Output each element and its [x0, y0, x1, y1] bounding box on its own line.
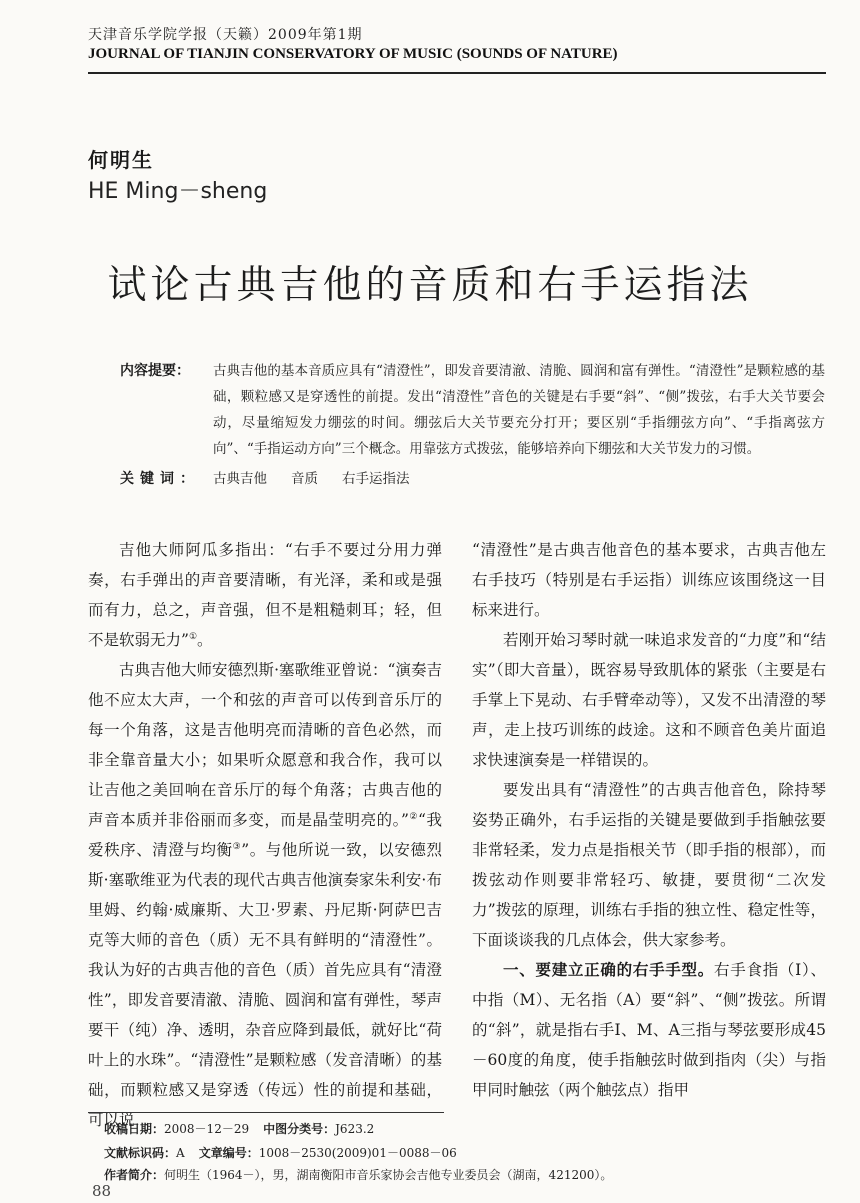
keyword-item: 右手运指法: [342, 471, 410, 487]
paragraph: [88, 535, 442, 655]
journal-header: [88, 24, 828, 63]
paragraph: 要发出具有“清澄性”的古典吉他音色，除持琴姿势正确外，右手运指的关键是要做到手指触弦要非常轻柔，发力点是指根关节（即手指的根部），而拨弦动作则要非常轻巧、敏捷，要贯彻“二次发力”拨弦的原理，训练右手指的独立性、稳定性等，下面谈谈我的几点体会，供大家参考。: [472, 781, 826, 949]
author-name-cn: 何明生: [88, 148, 154, 172]
paragraph-text: “我爱秩序、清澄与均衡: [88, 811, 442, 859]
journal-name-en: JOURNAL OF TIANJIN CONSERVATORY OF MUSIC (SOUNDS OF NATURE): [88, 46, 618, 62]
keyword-item: 古典吉他: [213, 471, 267, 487]
footnote-author-bio: [104, 1166, 612, 1183]
article-number-label: 文章编号：: [198, 1146, 259, 1160]
header-divider: [88, 72, 826, 74]
page-number: 88: [92, 1182, 112, 1200]
received-value: 2008－12－29: [164, 1122, 250, 1136]
paragraph: [88, 655, 442, 1135]
doc-code-value: A: [176, 1146, 185, 1160]
bio-value: 何明生（1964－），男，湖南衡阳市音乐家协会吉他专业委员会（湖南，421200）。: [164, 1168, 613, 1182]
section-heading: 一、要建立正确的右手手型。: [503, 961, 714, 979]
footnote-ref: ①: [188, 631, 198, 642]
abstract-label: 内容提要：: [120, 363, 190, 379]
footnote-divider: [88, 1112, 444, 1113]
paragraph-text: ”。与他所说一致，以安德烈斯·塞歌维亚为代表的现代古典吉他演奏家朱利安·布里姆、约翰·威廉斯、大卫·罗素、丹尼斯·阿萨巴吉克等大师的音色（质）无不具有鲜明的“清澄性”。我认为好的古典吉他的音色（质）首先应具有“清澄性”，即发音要清澈、清脆、圆润和富有弹性，琴声要干（纯）净、透明，杂音应降到最低，就好比“荷叶上的水珠”。“清澄性”是颗粒感（发音清晰）的基础，而颗粒感又是穿透（传远）性的前提和基础，可以说: [88, 841, 442, 1129]
clc-value: J623.2: [335, 1122, 375, 1136]
body-column-right: [472, 535, 826, 1105]
keywords-label: 关键词：: [120, 471, 200, 487]
keyword-item: 音质: [291, 471, 318, 487]
footnote-received: [104, 1120, 374, 1137]
paragraph: 若刚开始习琴时就一味追求发音的“力度”和“结实”（即大音量），既容易导致肌体的紧张（主要是右手掌上下晃动、右手臂牵动等），又发不出清澄的琴声，走上技巧训练的歧途。这和不顾音色美片面追求快速演奏是一样错误的。: [472, 631, 826, 769]
author-name-en: HE Ming－sheng: [88, 179, 268, 204]
abstract-text: 古典吉他的基本音质应具有“清澄性”，即发音要清澈、清脆、圆润和富有弹性。“清澄性”是颗粒感的基础，颗粒感又是穿透性的前提。发出“清澄性”音色的关键是右手要“斜”、“侧”拨弦，右手大关节要会动，尽量缩短发力绷弦的时间。绷弦后大关节要充分打开；要区别“手指绷弦方向”、“手指离弦方向”、“手指运动方向”三个概念。用靠弦方式拨弦，能够培养向下绷弦和大关节发力的习惯。: [213, 363, 825, 457]
paragraph: [472, 955, 826, 1105]
article-title: 试论古典吉他的音质和右手运指法: [107, 263, 753, 308]
footnote-ref: ②: [408, 811, 419, 822]
footnote-ref: ③: [232, 841, 242, 852]
footnote-docid: [104, 1144, 457, 1161]
journal-name-cn: 天津音乐学院学报（天籁）2009年第1期: [88, 27, 363, 43]
article-number-value: 1008－2530(2009)01－0088－06: [258, 1146, 457, 1160]
doc-code-label: 文献标识码：: [104, 1146, 177, 1160]
paragraph: “清澄性”是古典吉他音色的基本要求，古典吉他左右手技巧（特别是右手运指）训练应该围绕这一目标来进行。: [472, 541, 826, 619]
paragraph-text: 右手食指（I）、中指（M）、无名指（A）要“斜”、“侧”拨弦。所谓的“斜”，就是指右手I、M、A三指与琴弦要形成45－60度的角度，使手指触弦时做到指肉（尖）与指甲同时触弦（两个触弦点）指甲: [472, 961, 826, 1099]
abstract-block: [120, 358, 832, 492]
paragraph-text: 古典吉他大师安德烈斯·塞歌维亚曾说：“演奏吉他不应太大声，一个和弦的声音可以传到音乐厅的每一个角落，这是吉他明亮而清晰的音色必然，而非全靠音量大小；如果听众愿意和我合作，我可以让吉他之美回响在音乐厅的每个角落；古典吉他的声音本质并非俗丽而多变，而是晶莹明亮的。”: [88, 661, 442, 829]
bio-label: 作者简介：: [104, 1168, 165, 1182]
paragraph-text: 。: [197, 631, 213, 649]
keywords-row: [120, 466, 832, 492]
paragraph-text: 吉他大师阿瓜多指出：“右手不要过分用力弹奏，右手弹出的声音要清晰，有光泽，柔和或是强而有力，总之，声音强，但不是粗糙刺耳；轻，但不是软弱无力”: [88, 541, 442, 649]
clc-label: 中图分类号：: [263, 1122, 336, 1136]
body-column-left: [88, 535, 442, 1135]
received-label: 收稿日期：: [104, 1122, 165, 1136]
